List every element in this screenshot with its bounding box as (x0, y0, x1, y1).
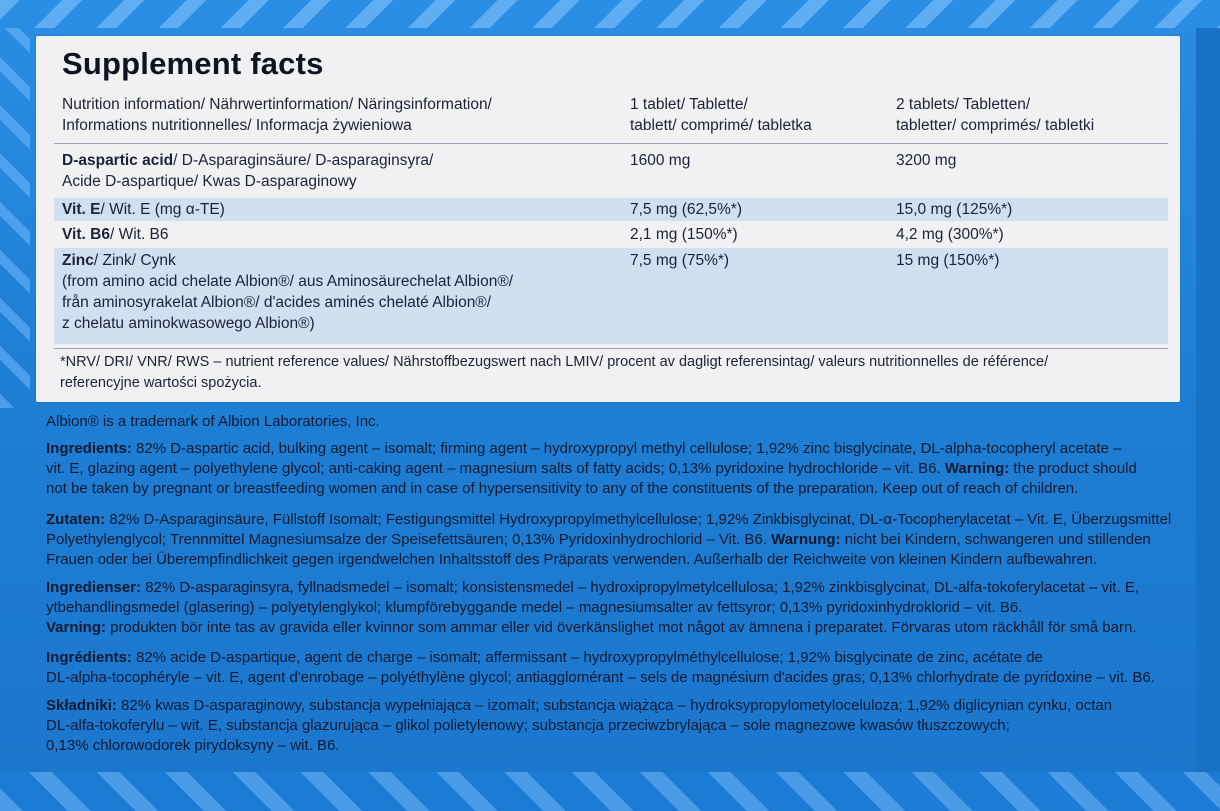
ingredients-label: Ingrédients: (46, 649, 132, 666)
value-one-tablet: 2,1 mg (150%*) (630, 226, 738, 243)
nutrient-detail: z chelatu aminokwasowego Albion®) (62, 315, 315, 332)
header-col2-line1: 1 tablet/ Tablette/ (630, 96, 748, 113)
header-col1-line2: Informations nutritionnelles/ Informacja żywieniowa (62, 117, 412, 134)
footnote-line2: referencyjne wartości spożycia. (60, 375, 262, 391)
warning-label: Varning: (46, 619, 107, 636)
ingredients-label: Składniki: (46, 697, 117, 714)
header-col1-line1: Nutrition information/ Nährwertinformation/ Näringsinformation/ (62, 96, 492, 113)
nutrient-detail: från aminosyrakelat Albion®/ d'acides aminés chelaté Albion®/ (62, 294, 492, 311)
nutrient-name: Zinc (62, 252, 94, 269)
ingredients-en: Ingredients: 82% D-aspartic acid, bulking agent – isomalt; firming agent – hydroxypropyl methyl cellulose; 1,92% zinc bisglycinate, DL-alpha-tocopheryl acetate – vit. E, glazing agent – polyethylene glycol; anti-caking agent – magnesium salts of fatty acids; 0,13% pyridoxine hydrochloride – vit. B6. Warning: the product should not be taken by pregnant or breastfeeding women and in case of hypersensitivity to any of the constituents of the preparation. Keep out of reach of children. (46, 440, 1137, 497)
chevron-pattern-top (0, 0, 1220, 28)
ingredients-label: Ingredients: (46, 440, 132, 457)
ingredients-de: Zutaten: 82% D-Asparaginsäure, Füllstoff Isomalt; Festigungsmittel Hydroxypropylmethylcellulose; 1,92% Zinkbisglycinat, DL-α-Tocopherylacetat – Vit. E, Überzugsmittel Polyethylenglycol; Trennmittel Magnesiumsalze der Speisefettsäuren; 0,13% Pyridoxinhydrochlorid – Vit. B6. Warnung: nicht bei Kindern, schwangeren und stillenden Frauen oder bei Überempfindlichkeit gegen irgendwelchen Inhaltsstoff des Präparats verwenden. Außerhalb der Reichweite von kleinen Kindern aufbewahren. (46, 511, 1172, 568)
header-col3-line2: tabletter/ comprimés/ tabletki (896, 117, 1095, 134)
supplement-facts-panel (36, 36, 1180, 402)
ingredients-fr: Ingrédients: 82% acide D-aspartique, agent de charge – isomalt; affermissant – hydroxypropylméthylcellulose; 1,92% bisglycinate de zinc, acétate de DL-alpha-tocophéryle – vit. E, agent d'enrobage – polyéthylène glycol; antiagglomérant – sels de magnésium d'acides gras; 0,13% chlorhydrate de pyridoxine – vit. B6. (46, 649, 1155, 686)
divider (54, 143, 1168, 144)
value-two-tablets: 4,2 mg (300%*) (896, 226, 1004, 243)
ingredients-label: Ingredienser: (46, 579, 142, 596)
facts-row-zinc: Zinc/ Zink/ Cynk (from amino acid chelate Albion®/ aus Aminosäurechelat Albion®/ från aminosyrakelat Albion®/ d'acides aminés chelaté Albion®/ z chelatu aminokwasowego Albion®) 7,5 mg (75%*) 15 mg (150%*) (54, 248, 1168, 344)
footnote-line1: *NRV/ DRI/ VNR/ RWS – nutrient reference values/ Nährstoffbezugswert nach LMIV/ procent av dagligt referensintag/ valeurs nutritionnelles de référence/ (60, 354, 1049, 370)
nutrient-name: Vit. B6 (62, 226, 110, 243)
chevron-pattern-bottom (0, 772, 1220, 811)
divider (54, 348, 1168, 349)
ingredients-sv: Ingredienser: 82% D-asparaginsyra, fyllnadsmedel – isomalt; konsistensmedel – hydroxipropylmetylcellulosa; 1,92% zinkbisglycinat, DL-alfa-tokoferylacetat – vit. E, ytbehandlingsmedel (glasering) – polyetylenglykol; klumpförebyggande medel – magnesiumsalter av fettsyror; 0,13% pyridoxinhydroklorid – vit. B6. Varning: produkten bör inte tas av gravida eller kvinnor som ammar eller vid överkänslighet mot något av ämnena i preparatet. Förvaras utom räckhåll för små barn. (46, 579, 1139, 636)
value-one-tablet: 7,5 mg (62,5%*) (630, 201, 742, 218)
ingredients-pl: Składniki: 82% kwas D-asparaginowy, substancja wypełniająca – izomalt; substancja wiążąca – hydroksypropylometyloceluloza; 1,92% diglicynian cynku, octan DL-alfa-tokoferylu – wit. E, substancja glazurująca – glikol polietylenowy; substancja przeciwzbrylająca – sole magnezowe kwasów tłuszczowych; 0,13% chlorowodorek pirydoksyny – wit. B6. (46, 697, 1113, 754)
facts-row-d-aspartic: D-aspartic acid/ D-Asparaginsäure/ D-asparaginsyra/ Acide D-aspartique/ Kwas D-asparaginowy 1600 mg 3200 mg (62, 152, 957, 190)
value-two-tablets: 15 mg (150%*) (896, 252, 1000, 269)
box-edge-right (1196, 28, 1220, 772)
nutrient-detail: Acide D-aspartique/ Kwas D-asparaginowy (62, 173, 357, 190)
warning-label: Warning: (944, 460, 1010, 477)
facts-header-row (54, 94, 1168, 138)
footnote (54, 352, 1168, 396)
value-two-tablets: 15,0 mg (125%*) (896, 201, 1013, 218)
facts-row-vit-e: Vit. E/ Wit. E (mg α-TE) 7,5 mg (62,5%*) 15,0 mg (125%*) (54, 198, 1168, 221)
trademark-note: Albion® is a trademark of Albion Laboratories, Inc. (46, 413, 380, 430)
value-one-tablet: 1600 mg (630, 152, 691, 169)
header-col2-line2: tablett/ comprimé/ tabletka (630, 117, 812, 134)
warning-label: Warnung: (771, 531, 841, 548)
value-two-tablets: 3200 mg (896, 152, 957, 169)
nutrient-detail: (from amino acid chelate Albion®/ aus Aminosäurechelat Albion®/ (62, 273, 514, 290)
nutrient-name: Vit. E (62, 201, 101, 218)
facts-row-vit-b6: Vit. B6/ Wit. B6 2,1 mg (150%*) 4,2 mg (300%*) (62, 226, 1004, 243)
ingredients-label: Zutaten: (46, 511, 106, 528)
panel-title: Supplement facts (62, 46, 324, 81)
nutrient-name: D-aspartic acid (62, 152, 174, 169)
header-col3-line1: 2 tablets/ Tabletten/ (896, 96, 1031, 113)
chevron-pattern-left (0, 28, 30, 408)
value-one-tablet: 7,5 mg (75%*) (630, 252, 730, 269)
